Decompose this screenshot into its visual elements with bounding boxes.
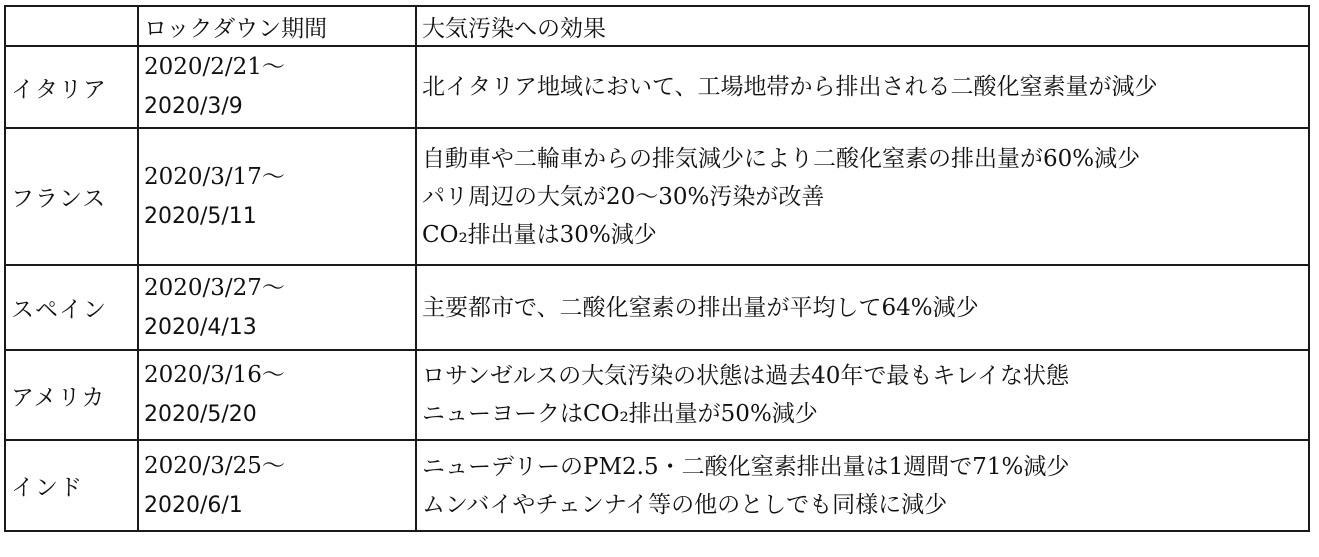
effect-line: ニューヨークはCO₂排出量が50%減少 — [422, 401, 818, 427]
effect-line: 主要都市で、二酸化窒素の排出量が平均して64%減少 — [422, 294, 979, 321]
lockdown-effects-table — [4, 5, 1310, 532]
table-row-france — [5, 128, 1309, 265]
effect-line: CO₂排出量は30%減少 — [422, 221, 657, 248]
period-cell — [138, 46, 416, 128]
period-start: 2020/3/17～ — [144, 163, 285, 190]
period-start: 2020/3/16～ — [144, 362, 285, 388]
effect-line: ムンバイやチェンナイ等の他のとしでも同様に減少 — [422, 491, 948, 518]
table-row-spain — [5, 265, 1309, 350]
effects-cell — [416, 128, 1309, 265]
period-end: 2020/5/20 — [144, 402, 257, 427]
header-lockdown-period: ロックダウン期間 — [138, 6, 416, 46]
effect-line: ニューデリーのPM2.5・二酸化窒素排出量は1週間で71%減少 — [422, 453, 1070, 480]
header-air-pollution-effect: 大気汚染への効果 — [416, 6, 1309, 46]
country-cell: アメリカ — [5, 350, 138, 440]
country-cell: インド — [5, 440, 138, 531]
period-cell — [138, 128, 416, 265]
effect-line: 自動車や二輪車からの排気減少により二酸化窒素の排出量が60%減少 — [422, 145, 1141, 172]
period-start: 2020/3/27～ — [144, 274, 285, 301]
effect-line: 北イタリア地域において、工場地帯から排出される二酸化窒素量が減少 — [422, 74, 1158, 100]
period-end: 2020/3/9 — [144, 94, 243, 119]
table-row-italy — [5, 46, 1309, 128]
period-end: 2020/6/1 — [144, 492, 243, 518]
period-end: 2020/5/11 — [144, 203, 257, 229]
country-cell: イタリア — [5, 46, 138, 128]
country-cell: フランス — [5, 128, 138, 265]
period-start: 2020/2/21～ — [144, 54, 285, 80]
period-cell — [138, 265, 416, 350]
country-cell: スペイン — [5, 265, 138, 350]
header-row — [5, 6, 1309, 46]
effects-cell — [416, 440, 1309, 531]
period-cell — [138, 440, 416, 531]
effects-cell — [416, 46, 1309, 128]
effect-line: パリ周辺の大気が20～30%汚染が改善 — [422, 183, 825, 210]
effects-cell — [416, 350, 1309, 440]
header-country — [5, 6, 138, 46]
table-row-india — [5, 440, 1309, 531]
period-start: 2020/3/25～ — [144, 452, 285, 479]
period-end: 2020/4/13 — [144, 314, 257, 340]
period-cell — [138, 350, 416, 440]
table-row-usa — [5, 350, 1309, 440]
effect-line: ロサンゼルスの大気汚染の状態は過去40年で最もキレイな状態 — [422, 363, 1070, 389]
effects-cell — [416, 265, 1309, 350]
